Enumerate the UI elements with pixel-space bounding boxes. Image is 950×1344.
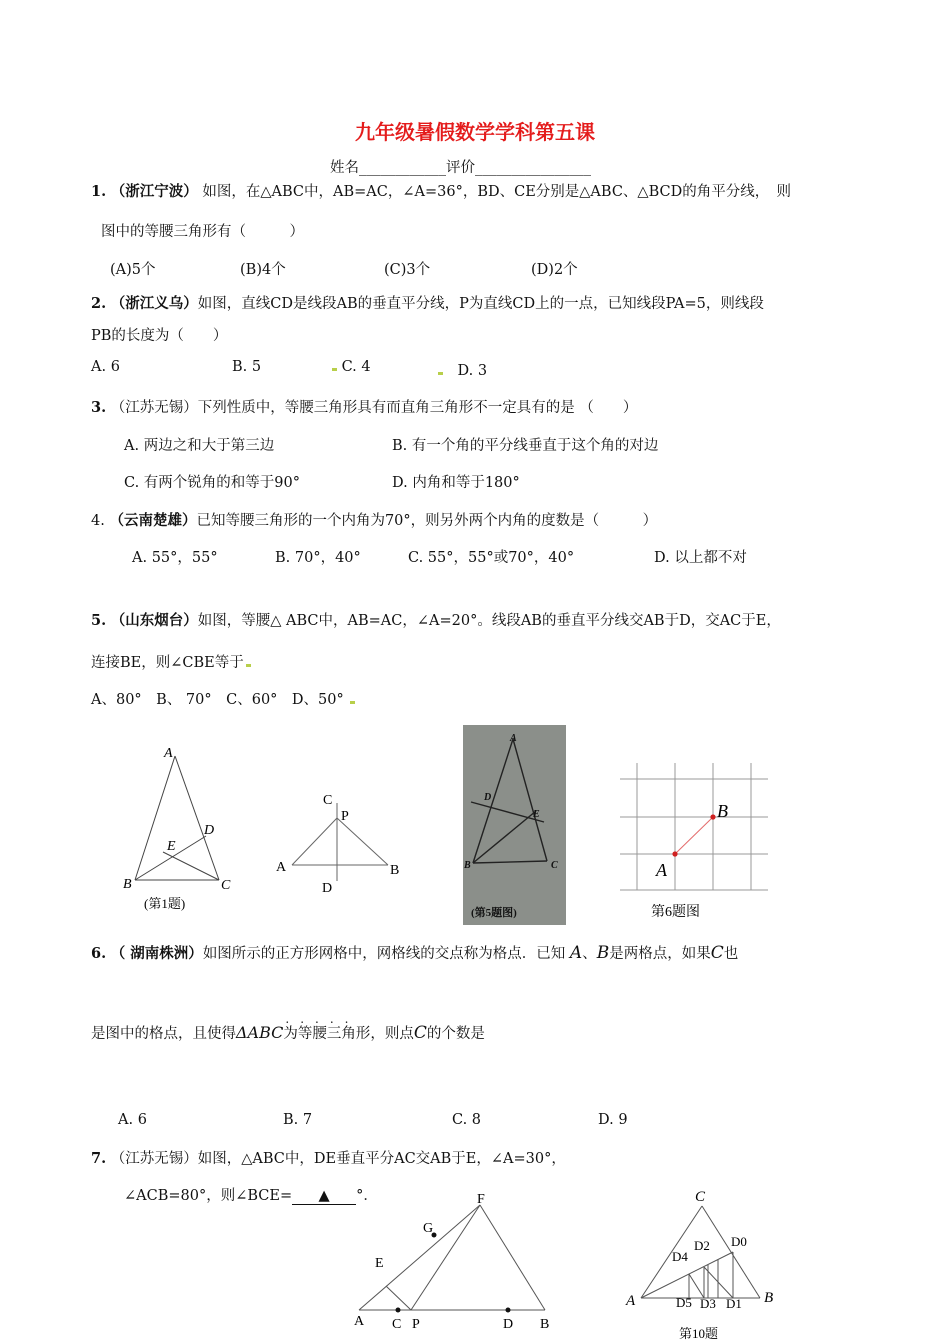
q4-option-a: A. 55°，55° [132,550,218,566]
fig7-label-p: P [412,1317,420,1332]
q5-line1 [91,609,781,630]
fig10-label-c: C [695,1189,706,1205]
q2-line2: PB的长度为（ ） [91,328,228,344]
name-blank[interactable]: ____________ [359,160,446,176]
fig2-label-p: P [341,809,349,824]
fig5-label-a: A [510,733,517,744]
q1-option-a: (A)5个 [110,262,156,278]
figure-2 [270,785,410,900]
q4-option-b: B. 70°，40° [275,550,361,566]
q6-option-c: C. 8 [452,1112,482,1128]
eval-label: 评价 [446,160,475,176]
fig10-label-d4: D4 [672,1249,688,1264]
fig7-label-f: F [477,1192,485,1207]
q4-text: 已知等腰三角形的一个内角为70°，则另外两个内角的度数是（ ） [196,513,658,529]
q1-line1 [91,180,791,201]
q6-line1: 6. （ 湖南株洲）如图所示的正方形网格中，网格线的交点称为格点．已知 A、B是两格点，如果C也 [91,943,739,963]
q1-number: 1. [91,183,107,200]
q2-option-a: A. 6 [91,359,120,375]
fig10-label-b: B [764,1290,774,1306]
fig7-label-d: D [503,1317,514,1332]
fig2-label-d: D [322,881,333,896]
q2-option-d: D. 3 [436,359,487,380]
q6-point-c: C [710,943,724,963]
q5-number: 5. [91,612,107,629]
q3-option-c: C. 有两个锐角的和等于90° [124,475,300,491]
fig5-label-e: E [533,809,540,820]
fig6-label-b: B [717,801,728,821]
q6-option-d: D. 9 [598,1112,628,1128]
fig7-label-e: E [375,1256,384,1271]
q1-source: （浙江宁波） [110,183,198,200]
figure-7 [348,1186,558,1344]
q6-point-b: B [596,943,610,963]
q7-number: 7. [91,1150,107,1167]
q7-line1 [91,1147,566,1168]
q1-line2: 图中的等腰三角形有（ ） [101,224,304,240]
fig1-caption: (第1题) [144,896,186,911]
fig1-label-b: B [123,877,132,892]
figure-6 [616,763,771,923]
name-label: 姓名 [330,160,359,176]
q5-text: 如图，等腰△ ABC中，AB=AC，∠A=20°。线段AB的垂直平分线交AB于D，交AC于E， [197,613,781,629]
q6-number: 6. [91,945,107,962]
q3-line1 [91,396,637,417]
q2-text: 如图，直线CD是线段AB的垂直平分线，P为直线CD上的一点，已知线段PA=5，则线段 [197,296,764,312]
q1-option-b: (B)4个 [240,262,286,278]
q7-line2: ∠ACB=80°，则∠BCE= ▲ °． [124,1188,378,1204]
fig1-label-e: E [167,839,176,854]
fig5-caption: (第5题图) [471,907,517,919]
page-title: 九年级暑假数学学科第五课 [355,120,595,144]
q3-text: 下列性质中，等腰三角形具有而直角三角形不一定具有的是 （ ） [197,400,638,416]
q7-text: 如图，△ABC中，DE垂直平分AC交AB于E，∠A=30°， [197,1151,566,1167]
fig10-label-d3: D3 [700,1296,716,1311]
fig10-caption: 第10题 [679,1326,719,1341]
fig1-label-a: A [164,746,173,761]
q6-option-b: B. 7 [283,1112,313,1128]
q4-option-d: D. 以上都不对 [654,550,747,566]
fig10-label-d1: D1 [726,1296,742,1311]
q6-option-a: A. 6 [118,1112,147,1128]
q7-source: （江苏无锡） [110,1151,198,1167]
fig7-label-g: G [423,1221,434,1236]
q5-options: A、80° B、 70° C、60° D、50° [91,688,355,709]
q2-number: 2. [91,295,107,312]
fig1-label-c: C [221,878,231,893]
fig7-label-c: C [392,1317,402,1332]
fig10-label-d2: D2 [694,1238,710,1253]
q4-number: 4. [91,513,105,529]
fig10-label-d5: D5 [676,1295,692,1310]
q2-line1 [91,292,764,313]
figure-10 [622,1186,782,1344]
q6-line2: 是图中的格点，且使得ΔABC ..... 为等腰三角形，则点C的个数是 [91,1012,485,1043]
q7-answer-blank[interactable]: ▲ [292,1188,356,1205]
q3-option-a: A. 两边之和大于第三边 [124,438,275,454]
header-fields [330,156,591,177]
q3-option-b: B. 有一个角的平分线垂直于这个角的对边 [392,438,659,454]
q4-source: （云南楚雄） [109,512,197,529]
q1-option-d: (D)2个 [531,262,578,278]
fig10-label-a: A [626,1293,636,1309]
q5-line2: 连接BE，则∠CBE等于 [91,651,251,672]
fig2-label-c: C [323,793,333,808]
fig5-label-c: C [551,860,558,871]
q6-point-a: A [569,943,583,963]
q2-source: （浙江义乌） [110,295,198,312]
figure-5-photo [463,725,566,925]
q1-text: 如图，在△ABC中，AB=AC，∠A=36°，BD、CE分别是△ABC、△BCD的角平分线， 则 [202,184,791,200]
q3-number: 3. [91,399,107,416]
q5-source: （山东烟台） [110,612,198,629]
q1-option-c: (C)3个 [384,262,431,278]
fig6-label-a: A [656,860,667,880]
q3-source: （江苏无锡） [110,400,198,416]
q4-line1 [91,509,657,530]
fig5-label-b: B [464,860,471,871]
fig2-label-a: A [276,860,287,875]
fig5-label-d: D [484,792,492,803]
q2-option-b: B. 5 [232,359,262,375]
fig1-label-d: D [204,823,215,838]
q4-option-c: C. 55°，55°或70°，40° [408,550,575,566]
fig7-label-b: B [540,1317,550,1332]
eval-blank[interactable]: ________________ [475,160,591,176]
figure-1 [118,740,248,920]
fig10-label-d0: D0 [731,1234,747,1249]
q6-triangle: ΔABC [236,1023,284,1042]
q2-option-c: C. 4 [330,359,371,375]
fig6-caption: 第6题图 [651,905,700,920]
fig7-label-a: A [354,1314,365,1329]
fig2-label-b: B [390,863,400,878]
q6-source: （ 湖南株洲） [110,945,203,962]
q3-option-d: D. 内角和等于180° [392,475,520,491]
